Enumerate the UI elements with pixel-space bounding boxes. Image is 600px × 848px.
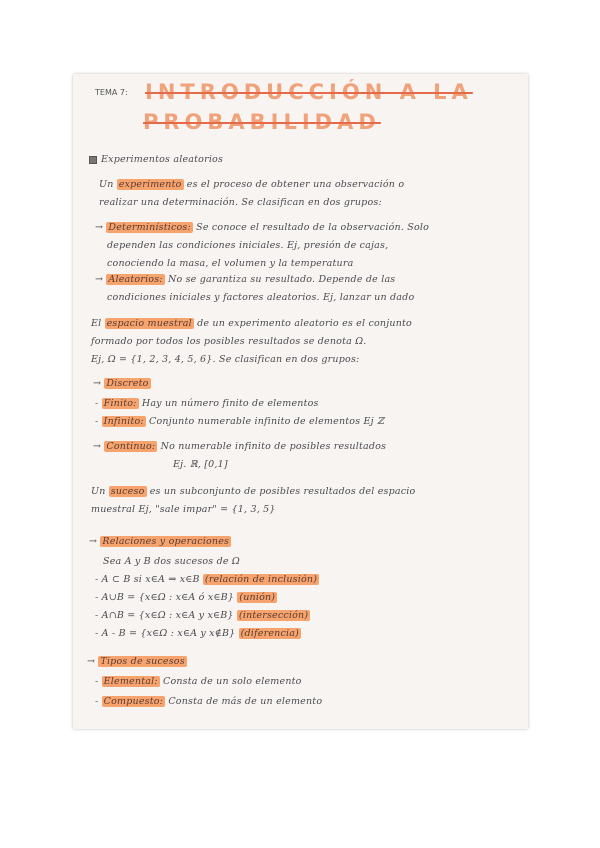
relations-heading: → Relaciones y operaciones bbox=[89, 536, 230, 547]
paragraph-experiment-cont: realizar una determinación. Se clasifican en dos grupos: bbox=[99, 197, 382, 208]
infinite-item: - Infinito: Conjunto numerable infinito de elementos Ej ℤ bbox=[95, 416, 385, 427]
finite-item: - Finito: Hay un número finito de elementos bbox=[95, 398, 319, 409]
continuous-example: Ej. ℝ, [0,1] bbox=[173, 459, 228, 470]
deterministic-cont-2: conociendo la masa, el volumen y la temperatura bbox=[107, 258, 354, 269]
event-cont: muestral Ej, "sale impar" = {1, 3, 5} bbox=[91, 504, 276, 515]
random-item: → Aleatorios: No se garantiza su resultado. Depende de las bbox=[95, 274, 396, 285]
event-types-heading: → Tipos de sucesos bbox=[87, 656, 185, 667]
deterministic-cont-1: dependen las condiciones iniciales. Ej, presión de cajas, bbox=[107, 240, 389, 251]
sample-space-paragraph: El espacio muestral de un experimento aleatorio es el conjunto bbox=[91, 318, 412, 329]
elemental-item: - Elemental: Consta de un solo elemento bbox=[95, 676, 302, 687]
title-line-2: PROBABILIDAD bbox=[143, 110, 381, 134]
relations-intro: Sea A y B dos sucesos de Ω bbox=[103, 556, 241, 567]
relation-inclusion: - A ⊂ B si x∈A ⇒ x∈B (relación de inclusión) bbox=[95, 574, 318, 585]
relation-difference: - A - B = {x∈Ω : x∈A y x∉B} (diferencia) bbox=[95, 628, 299, 639]
sample-space-cont-2: Ej, Ω = {1, 2, 3, 4, 5, 6}. Se clasifican en dos grupos: bbox=[91, 354, 360, 365]
discrete-heading: → Discreto bbox=[93, 378, 149, 389]
compound-item: - Compuesto: Consta de más de un elemento bbox=[95, 696, 323, 707]
random-cont: condiciones iniciales y factores aleatorios. Ej, lanzar un dado bbox=[107, 292, 415, 303]
tema-label: TEMA 7: bbox=[95, 88, 128, 97]
deterministic-item: → Determinísticos: Se conoce el resultado de la observación. Solo bbox=[95, 222, 430, 233]
relation-union: - A∪B = {x∈Ω : x∈A ó x∈B} (unión) bbox=[95, 592, 276, 603]
title-line-1: INTRODUCCIÓN A LA bbox=[145, 80, 473, 104]
continuous-item: → Continuo: No numerable infinito de posibles resultados bbox=[93, 441, 387, 452]
checkbox-icon bbox=[89, 156, 97, 164]
notebook-page bbox=[73, 74, 528, 729]
paragraph-experiment: Un experimento es el proceso de obtener una observación o bbox=[99, 179, 405, 190]
section-heading-experiments: Experimentos aleatorios bbox=[89, 154, 223, 165]
event-paragraph: Un suceso es un subconjunto de posibles resultados del espacio bbox=[91, 486, 416, 497]
relation-intersection: - A∩B = {x∈Ω : x∈A y x∈B} (intersección) bbox=[95, 610, 309, 621]
sample-space-cont-1: formado por todos los posibles resultados se denota Ω. bbox=[91, 336, 367, 347]
